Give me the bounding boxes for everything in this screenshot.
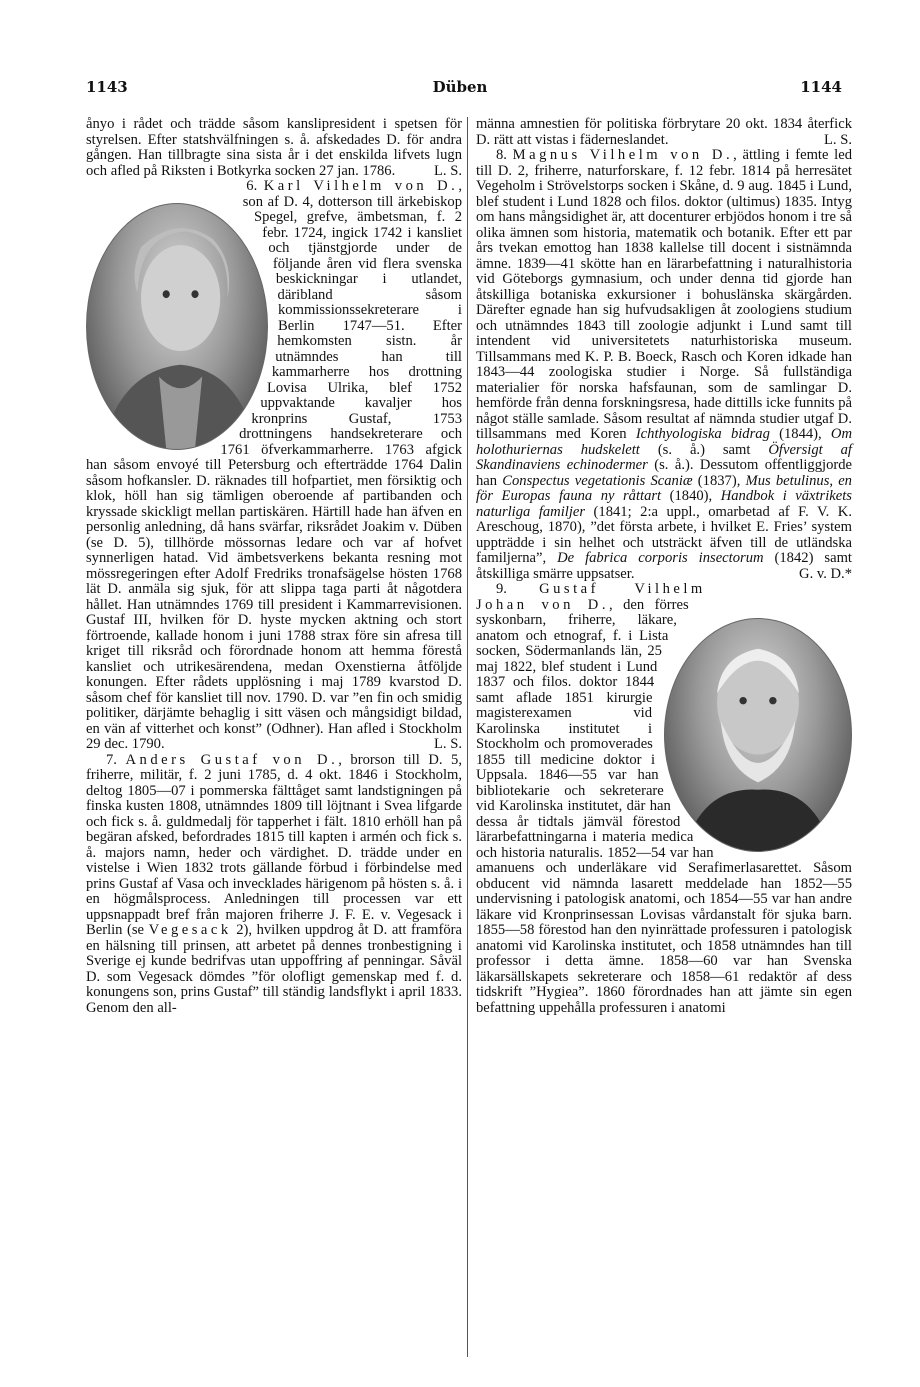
column-divider <box>467 117 468 1357</box>
entry-6-name: Karl Vilhelm von D. <box>263 178 459 194</box>
page-number-left: 1143 <box>86 78 128 96</box>
page-number-right: 1144 <box>800 78 842 96</box>
author-signature: G. v. D.* <box>799 565 852 582</box>
author-signature: L. S. <box>434 736 462 752</box>
entry-6-text: , son af D. 4, dotterson till ärkebiskop Spegel, grefve, ämbetsman, f. 2 febr. 1724, ingick 1742 i kansliet och tjänstgjorde under de följande åren vid flera svenska beskickningar i utlandet, däribland såsom kommissionssekreterare i Berlin 1747—51. Efter hemkomsten sistn. år utnämndes han till kammarherre hos drottning Lovisa Ulrika, blef 1752 uppvaktande kavaljer hos kronprins Gustaf, 1753 drottningens handsekreterare och 1761 öfverkammarherre. 1763 afgick han såsom envoyé till Petersburg och efterträdde 1764 Dalin såsom hofkansler. D. räknades till hofpartiet, men försiktig och klok, höll han sig tämligen oberoende af partibanden och kryssade skickligt mellan partiskären. Härtill hade han äfven en personlig anledning, då hans svärfar, riksrådet Joakim v. Düben (se D. 5), tillhörde mössornas ledare och var af hofvet synnerligen hatad. Vid ämbetsverkens bekanta resning mot mössregeringen efter Adolf Fredriks tronafsägelse hösten 1768 lät D. anmäla sig sjuk, för att slippa taga parti åt någotdera hållet. Han utnämndes 1769 till president i Kammarrevisionen. Gustaf III, hvilken för D. hyste mycken aktning och stort förtroende, kallade honom i juni 1788 strax före sin afresa till kriget till riksråd och förordnade honom att hemma förestå kansliet och utrikesärendena, medan Oxenstierna åtföljde konungen. Efter rådets upplösning i maj 1789 kvarstod D. såsom chef för kansliet till nov. 1790. D. var ”en fin och smidig politiker, därjämte behaglig i sitt väsen och mångsidigt bildad, en vän af vitterhet och konst” (Odhner). Han afled i Stockholm 29 dec. 1790. <box>86 178 462 752</box>
entry-7: 7. Anders Gustaf von D., brorson till D. 5, friherre, militär, f. 2 juni 1785, d. 4 okt. 1846 i Stockholm, deltog 1805—07 i pommerska fälttåget samt landstigningen på finska kusten 1808, utnämndes 1809 till löjtnant i Svea lifgarde och fick s. å. guldmedalj för tapperhet i fält. 1810 erhöll han på begäran afsked, befordrades 1815 till kapten i armén och fick s. å. majors namn, heder och värdighet. D. trädde under en vistelse i Wien 1832 trots gällande förbud i förbindelse med prins Gustaf af Vasa och invecklades härigenom på hösten s. å. i en högmålsprocess. Anledningen till processen var ett uppsnappadt bref från majoren friherre J. F. E. v. Vegesack i Berlin (se Vegesack 2), hvilken uppdrog åt D. att framföra en hälsning till prinsen, att arbetet på dennes tronbestigning i Sverige ej kunde bedrifvas utan uppoffring af penningar. Såväl D. som Vegesack dömdes ”för olofligt gemenskap med f. d. konungens son, prins Gustaf” till ständig landsflykt i april 1833. Genom den all- <box>86 751 463 1016</box>
entry-6: 6. Karl Vilhelm von D., son af D. 4, dotterson till ärkebiskop Spegel, grefve, ämbetsman, f. 2 febr. 1724, ingick 1742 i kansliet och tjänstgjorde under de följande åren vid flera svenska beskickningar i utlandet, däribland såsom kommissionssekreterare i Berlin 1747—51. Efter hemkomsten sistn. år utnämndes han till kammarherre hos drottning Lovisa Ulrika, blef 1752 uppvaktande kavaljer hos kronprins Gustaf, 1753 drottningens handsekreterare och 1761 öfverkammarherre. 1763 afgick han såsom envoyé till Petersburg och efterträdde 1764 Dalin såsom hofkansler. D. räknades till hofpartiet, men försiktig och klok, höll han sig tämligen oberoende af partibanden och kryssade skickligt mellan partiskären. Härtill hade han äfven en personlig anledning, då hans svärfar, riksrådet Joakim v. Düben (se D. 5), tillhörde mössornas ledare och var af hofvet synnerligen hatad. Vid ämbetsverkens bekanta resning mot mössregeringen efter Adolf Fredriks tronafsägelse hösten 1768 lät D. anmäla sig sjuk, för att slippa taga parti åt någotdera hållet. Han utnämndes 1769 till president i Kammarrevisionen. Gustaf III, hvilken för D. hyste mycken aktning och stort förtroende, kallade honom i juni 1788 strax före sin afresa till kriget till riksråd och förordnade honom att hemma förestå kansliet och utrikesärendena, medan Oxenstierna åtföljde konungen. Efter rådets upplösning i maj 1789 kvarstod D. såsom chef för kansliet till nov. 1790. D. var ”en fin och smidig politiker, därjämte behaglig i sitt väsen och mångsidigt bildad, en vän af vitterhet och konst” (Odhner). Han afled i Stockholm 29 dec. 1790. L. S. <box>86 178 462 752</box>
cross-reference: Vegesack <box>148 922 232 938</box>
entry-5-ending: ånyo i rådet och trädde såsom kanslipresident i spetsen för styrelsen. Efter statshvälfningen s. å. afskedades D. för andra gången. Han tillbragte sina sista år i det enskilda lifvets lugn och afled på Riksten i Botkyrka socken 27 jan. 1786. L. S. <box>86 116 462 179</box>
entry-9-name: Gustaf Vilhelm Johan von D. <box>476 581 706 613</box>
right-column <box>476 117 852 1016</box>
portrait-gustaf-vilhelm-johan-von-duben <box>664 618 852 852</box>
page-header <box>0 78 920 108</box>
entry-8: 8. Magnus Vilhelm von D., ättling i femte led till D. 2, friherre, naturforskare, f. 12 febr. 1814 på herresätet Vegeholm i Strövelstorps socken i Skåne, d. 9 aug. 1845 i Lund, blef student i Lund 1828 och filos. doktor (ultimus) 1835. Intyg om hans mångsidighet är, att docenturer erbjödos honom i tre så olika ämnen som historia, matematik och botanik. Efter ett par års tvekan emottog han 1838 kallelse till docent i sistnämnda ämne. 1839—41 skötte han en lärarbefattning i naturalhistoria vid Göteborgs gymnasium, och under denna tid gjorde han åtskilliga botaniska exkursioner i bohuslänska skärgården. Därefter egnade han sig hufvudsakligen åt zoologiens studium och utnämndes 1843 till zoologie adjunkt i Lund samt till intendent vid universitetets naturhistoriska museum. Tillsammans med K. P. B. Boeck, Rasch och Koren idkade han 1843—44 zoologiska studier i Norge. Så fullständiga materialier för norska hafsfaunan, som de samlingar D. hemförde från denna forskningsresa, hade dittills icke funnits på något ställe samlade. Såsom resultat af nämnda studier utgaf D. tillsammans med Koren Ichthyologiska bidrag (1844), Om holothuriernas hudskelett (s. å.) samt Öfversigt af Skandinaviens echinodermer (s. å.). Dessutom offentliggjorde han Conspectus vegetationis Scaniæ (1837), Mus betulinus, en för Europas fauna ny råttart (1840), Handbok i växtrikets naturliga familjer (1841; 2:a uppl., omarbetad af F. V. K. Areschoug, 1870), ”det första arbete, i hvilket E. Fries’ system uppträdde i sin helhet och utsträckt äfven till de utländska familjerna”, De fabrica corporis insectorum (1842) samt åtskilliga smärre uppsatser. G. v. D.* <box>476 147 853 582</box>
left-column <box>86 117 462 1016</box>
portrait-karl-vilhelm-von-duben <box>86 203 268 450</box>
author-signature: L. S. <box>434 162 462 179</box>
entry-7-ending: männa amnestien för politiska förbrytare 20 okt. 1834 återfick D. rätt att vistas i fäderneslandet. L. S. <box>476 116 852 148</box>
author-signature: L. S. <box>824 131 852 148</box>
entry-9: 9. Gustaf Vilhelm Johan von D., den förres syskonbarn, friherre, läkare, anatom och etnograf, f. i Lista socken, Södermanlands län, 25 maj 1822, blef student i Lund 1837 och filos. doktor 1844 samt aflade 1851 kirurgie magisterexamen vid Karolinska institutet i Stockholm och promoverades 1855 till medicine doktor i Uppsala. 1846—55 var han bibliotekarie och sekreterare vid Karolinska institutet, där han dessa år tidtals jämväl förestod lärarbefattningarna i materia medica och historia naturalis. 1852—54 var han amanuens och underläkare vid Serafimerlasarettet. Såsom obducent vid nämnda lasarett meddelade han 1852—55 undervisning i patologisk anatomi, och 1854—55 var han andre läkare vid Kronprinsessan Lovisas vårdanstalt för sjuka barn. 1855—58 förestod han den nyinrättade professuren i patologisk anatomi vid Karolinska institutet, och 1858 utnämndes han till professor i detta ämne. 1858—60 var han Svenska läkarsällskapets sekreterare och 1858—61 redaktör af dess tidskrift ”Hygiea”. 1860 förordnades han att jämte sin egen befattning uppehålla professuren i anatomi <box>476 581 852 1016</box>
entry-7-name: Anders Gustaf von D. <box>125 751 339 768</box>
running-head: Düben <box>432 78 488 96</box>
entry-8-name: Magnus Vilhelm von D. <box>512 147 734 163</box>
